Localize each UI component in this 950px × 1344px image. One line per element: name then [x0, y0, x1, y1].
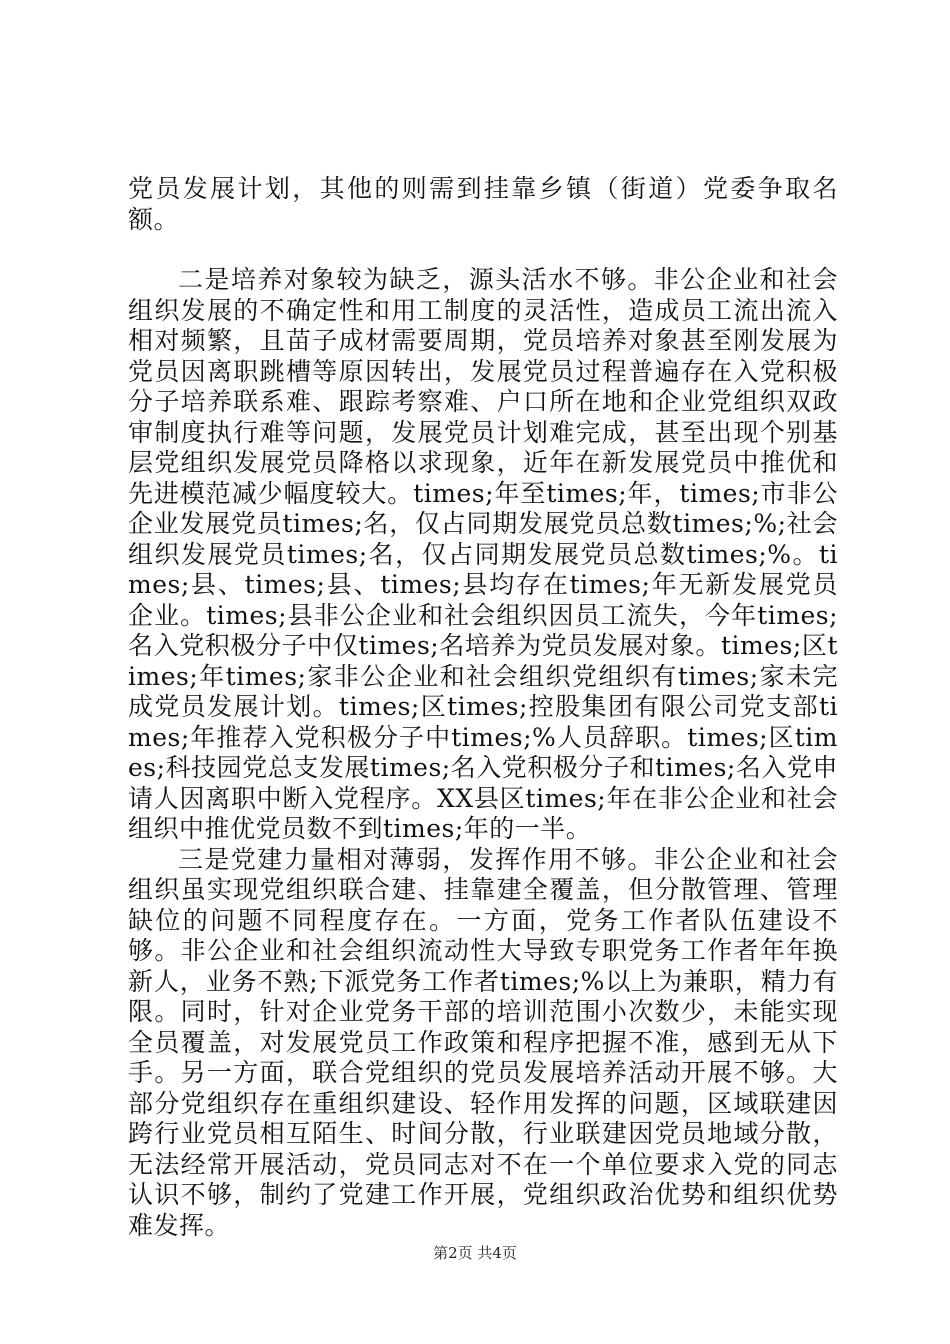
- paragraph-continuation: 党员发展计划，其他的则需到挂靠乡镇（街道）党委争取名额。: [128, 174, 838, 234]
- paragraph-point-two: 二是培养对象较为缺乏，源头活水不够。非公企业和社会组织发展的不确定性和用工制度的灵活性，造成员工流出流入相对频繁，且苗子成材需要周期，党员培养对象甚至刚发展为党员因离职跳槽等原因转出，发展党员过程普遍存在入党积极分子培养联系难、跟踪考察难、户口所在地和企业党组织双政审制度执行难等问题，发展党员计划难完成，甚至出现个别基层党组织发展党员降格以求现象，近年在新发展党员中推优和先进模范减少幅度较大。times;年至times;年，times;市非公企业发展党员times;名，仅占同期发展党员总数times;%;社会组织发展党员times;名，仅占同期发展党员总数times;%。times;县、times;县、times;县均存在times;年无新发展党员企业。times;县非公企业和社会组织因员工流失，今年times;名入党积极分子中仅times;名培养为党员发展对象。times;区times;年times;家非公企业和社会组织党组织有times;家未完成党员发展计划。times;区times;控股集团有限公司党支部times;年推荐入党积极分子中times;%人员辞职。times;区times;科技园党总支发展times;名入党积极分子和times;名入党申请人因离职中断入党程序。XX县区times;年在非公企业和社会组织中推优党员数不到times;年的一半。: [128, 265, 838, 843]
- paragraph-point-three: 三是党建力量相对薄弱，发挥作用不够。非公企业和社会组织虽实现党组织联合建、挂靠建全覆盖，但分散管理、管理缺位的问题不同程度存在。一方面，党务工作者队伍建设不够。非公企业和社会组织流动性大导致专职党务工作者年年换新人，业务不熟;下派党务工作者times;%以上为兼职，精力有限。同时，针对企业党务干部的培训范围小次数少，未能实现全员覆盖，对发展党员工作政策和程序把握不准，感到无从下手。另一方面，联合党组织的党员发展培养活动开展不够。大部分党组织存在重组织建设、轻作用发挥的问题，区域联建因跨行业党员相互陌生、时间分散，行业联建因党员地域分散，无法经常开展活动，党员同志对不在一个单位要求入党的同志认识不够，制约了党建工作开展，党组织政治优势和组织优势难发挥。: [128, 844, 838, 1240]
- document-body: [128, 174, 838, 1241]
- page-number-footer: 第2页 共4页: [433, 1244, 517, 1262]
